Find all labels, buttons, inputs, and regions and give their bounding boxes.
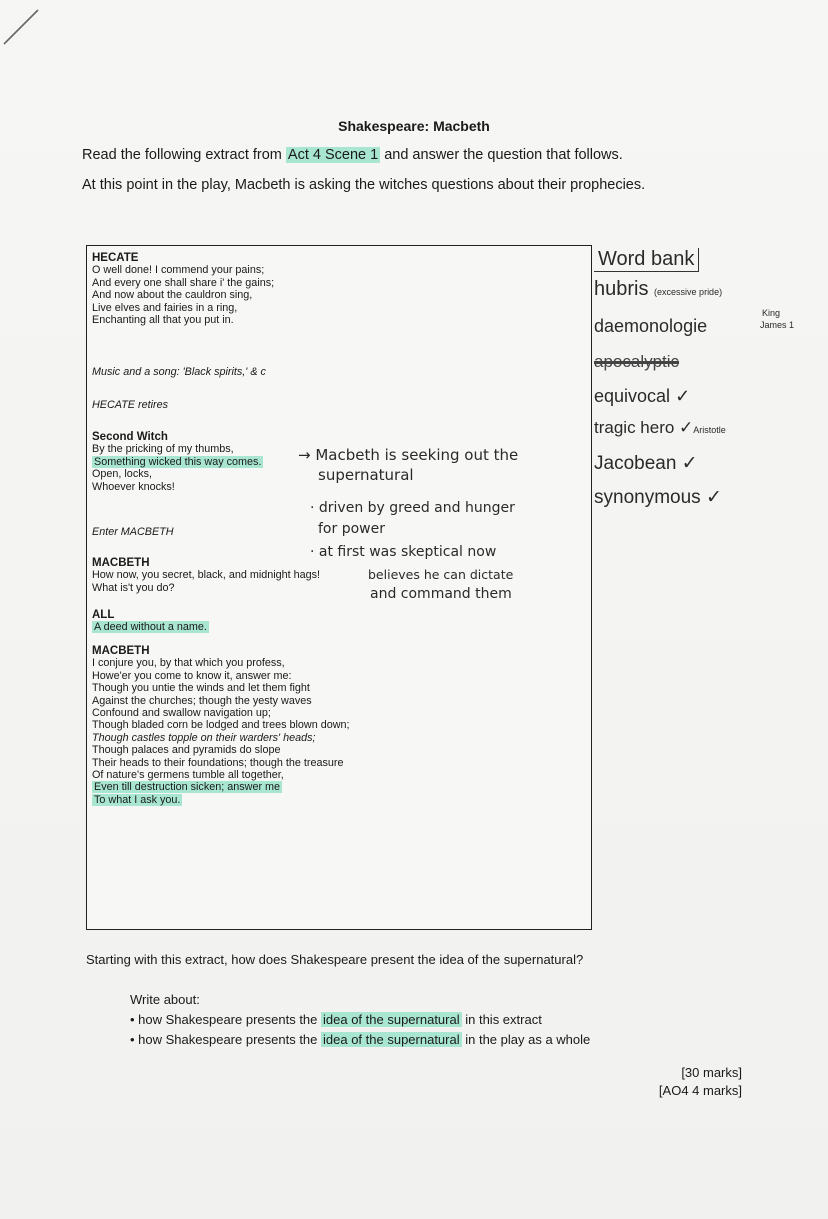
word-daemonologie: daemonologie — [594, 316, 708, 336]
line: Of nature's germens tumble all together, — [92, 769, 284, 782]
line: And now about the cauldron sing, — [92, 289, 253, 302]
all-block — [92, 609, 209, 634]
macbeth-block-2 — [92, 645, 350, 806]
second-witch-block — [92, 431, 263, 493]
speaker-macbeth: MACBETH — [92, 557, 150, 569]
line: By the pricking of my thumbs, — [92, 443, 234, 456]
line: Though bladed corn be lodged and trees blown down; — [92, 719, 350, 732]
annotation-command: and command them — [370, 586, 512, 602]
marks-ao4: [AO4 4 marks] — [658, 1083, 742, 1098]
line: How now, you secret, black, and midnight hags! — [92, 569, 321, 582]
highlight-something-wicked: Something wicked this way comes. — [94, 455, 262, 468]
line: Enchanting all that you put in. — [92, 314, 234, 327]
word-crossed-out: apocalyptic — [594, 352, 680, 371]
speaker-hecate: HECATE — [92, 252, 139, 264]
stage-direction-enter-macbeth: Enter MACBETH — [92, 526, 174, 538]
word-hubris: hubris (excessive pride) — [594, 278, 723, 300]
tick-mark — [2, 6, 46, 46]
speaker-all: ALL — [92, 609, 115, 621]
word-bank-title: Word bank — [594, 248, 699, 272]
line: Open, locks, — [92, 468, 153, 481]
line: Their heads to their foundations; though the treasure — [92, 756, 344, 769]
line: I conjure you, by that which you profess, — [92, 657, 285, 670]
annotation-seeking: → Macbeth is seeking out the — [298, 446, 519, 464]
highlight-even-till: Even till destruction sicken; answer me — [94, 781, 281, 794]
annotation-power: for power — [318, 521, 385, 537]
stage-direction-hecate-retires: HECATE retires — [92, 399, 168, 411]
stage-direction-music: Music and a song: 'Black spirits,' & c — [92, 366, 266, 378]
line: Against the churches; though the yesty waves — [92, 694, 312, 707]
word-jacobean: Jacobean ✓ — [594, 453, 698, 474]
page-title: Shakespeare: Macbeth — [338, 118, 490, 134]
speaker-macbeth: MACBETH — [92, 645, 150, 657]
line: Live elves and fairies in a ring, — [92, 301, 238, 314]
highlight-to-what: To what I ask you. — [94, 793, 181, 806]
annotation-supernatural: supernatural — [318, 466, 414, 484]
note-king: King — [762, 308, 781, 318]
line: Whoever knocks! — [92, 480, 175, 493]
line: Confound and swallow navigation up; — [92, 707, 271, 720]
bullet-whole-play: • how Shakespeare presents the idea of the supernatural in the play as a whole — [130, 1032, 591, 1047]
write-about-label: Write about: — [130, 992, 200, 1007]
word-tragic-hero: tragic hero ✓Aristotle — [594, 418, 726, 437]
write-about — [130, 990, 590, 1050]
question-text: Starting with this extract, how does Shakespeare present the idea of the supernatural? — [86, 952, 584, 967]
note-james: James 1 — [760, 320, 795, 330]
marks — [659, 1064, 742, 1100]
speaker-second-witch: Second Witch — [92, 431, 168, 443]
line: Though palaces and pyramids do slope — [92, 744, 281, 757]
line: What is't you do? — [92, 581, 175, 594]
marks-total: [30 marks] — [681, 1065, 742, 1080]
annotation-skeptical: · at first was skeptical now — [310, 544, 497, 560]
highlight-act-scene: Act 4 Scene 1 — [287, 147, 379, 163]
line: And every one shall share i' the gains; — [92, 276, 275, 289]
line: O well done! I commend your pains; — [92, 264, 265, 277]
intro-line-1: Read the following extract from Act 4 Scene 1 and answer the question that follows. — [82, 147, 623, 163]
word-synonymous: synonymous ✓ — [594, 487, 722, 508]
macbeth-block-1 — [92, 557, 320, 594]
line: Though you untie the winds and let them fight — [92, 682, 310, 695]
hecate-block — [92, 252, 274, 326]
annotation-believes: believes he can dictate — [368, 567, 514, 582]
line: Though castles topple on their warders' heads; — [92, 731, 316, 744]
highlight-deed-without-name: A deed without a name. — [94, 621, 207, 634]
intro-line-2: At this point in the play, Macbeth is asking the witches questions about their prophecies. — [82, 177, 646, 193]
line: Howe'er you come to know it, answer me: — [92, 669, 292, 682]
bullet-extract: • how Shakespeare presents the idea of the supernatural in this extract — [130, 1012, 542, 1027]
annotation-greed: · driven by greed and hunger — [310, 500, 515, 516]
word-equivocal: equivocal ✓ — [594, 386, 691, 406]
